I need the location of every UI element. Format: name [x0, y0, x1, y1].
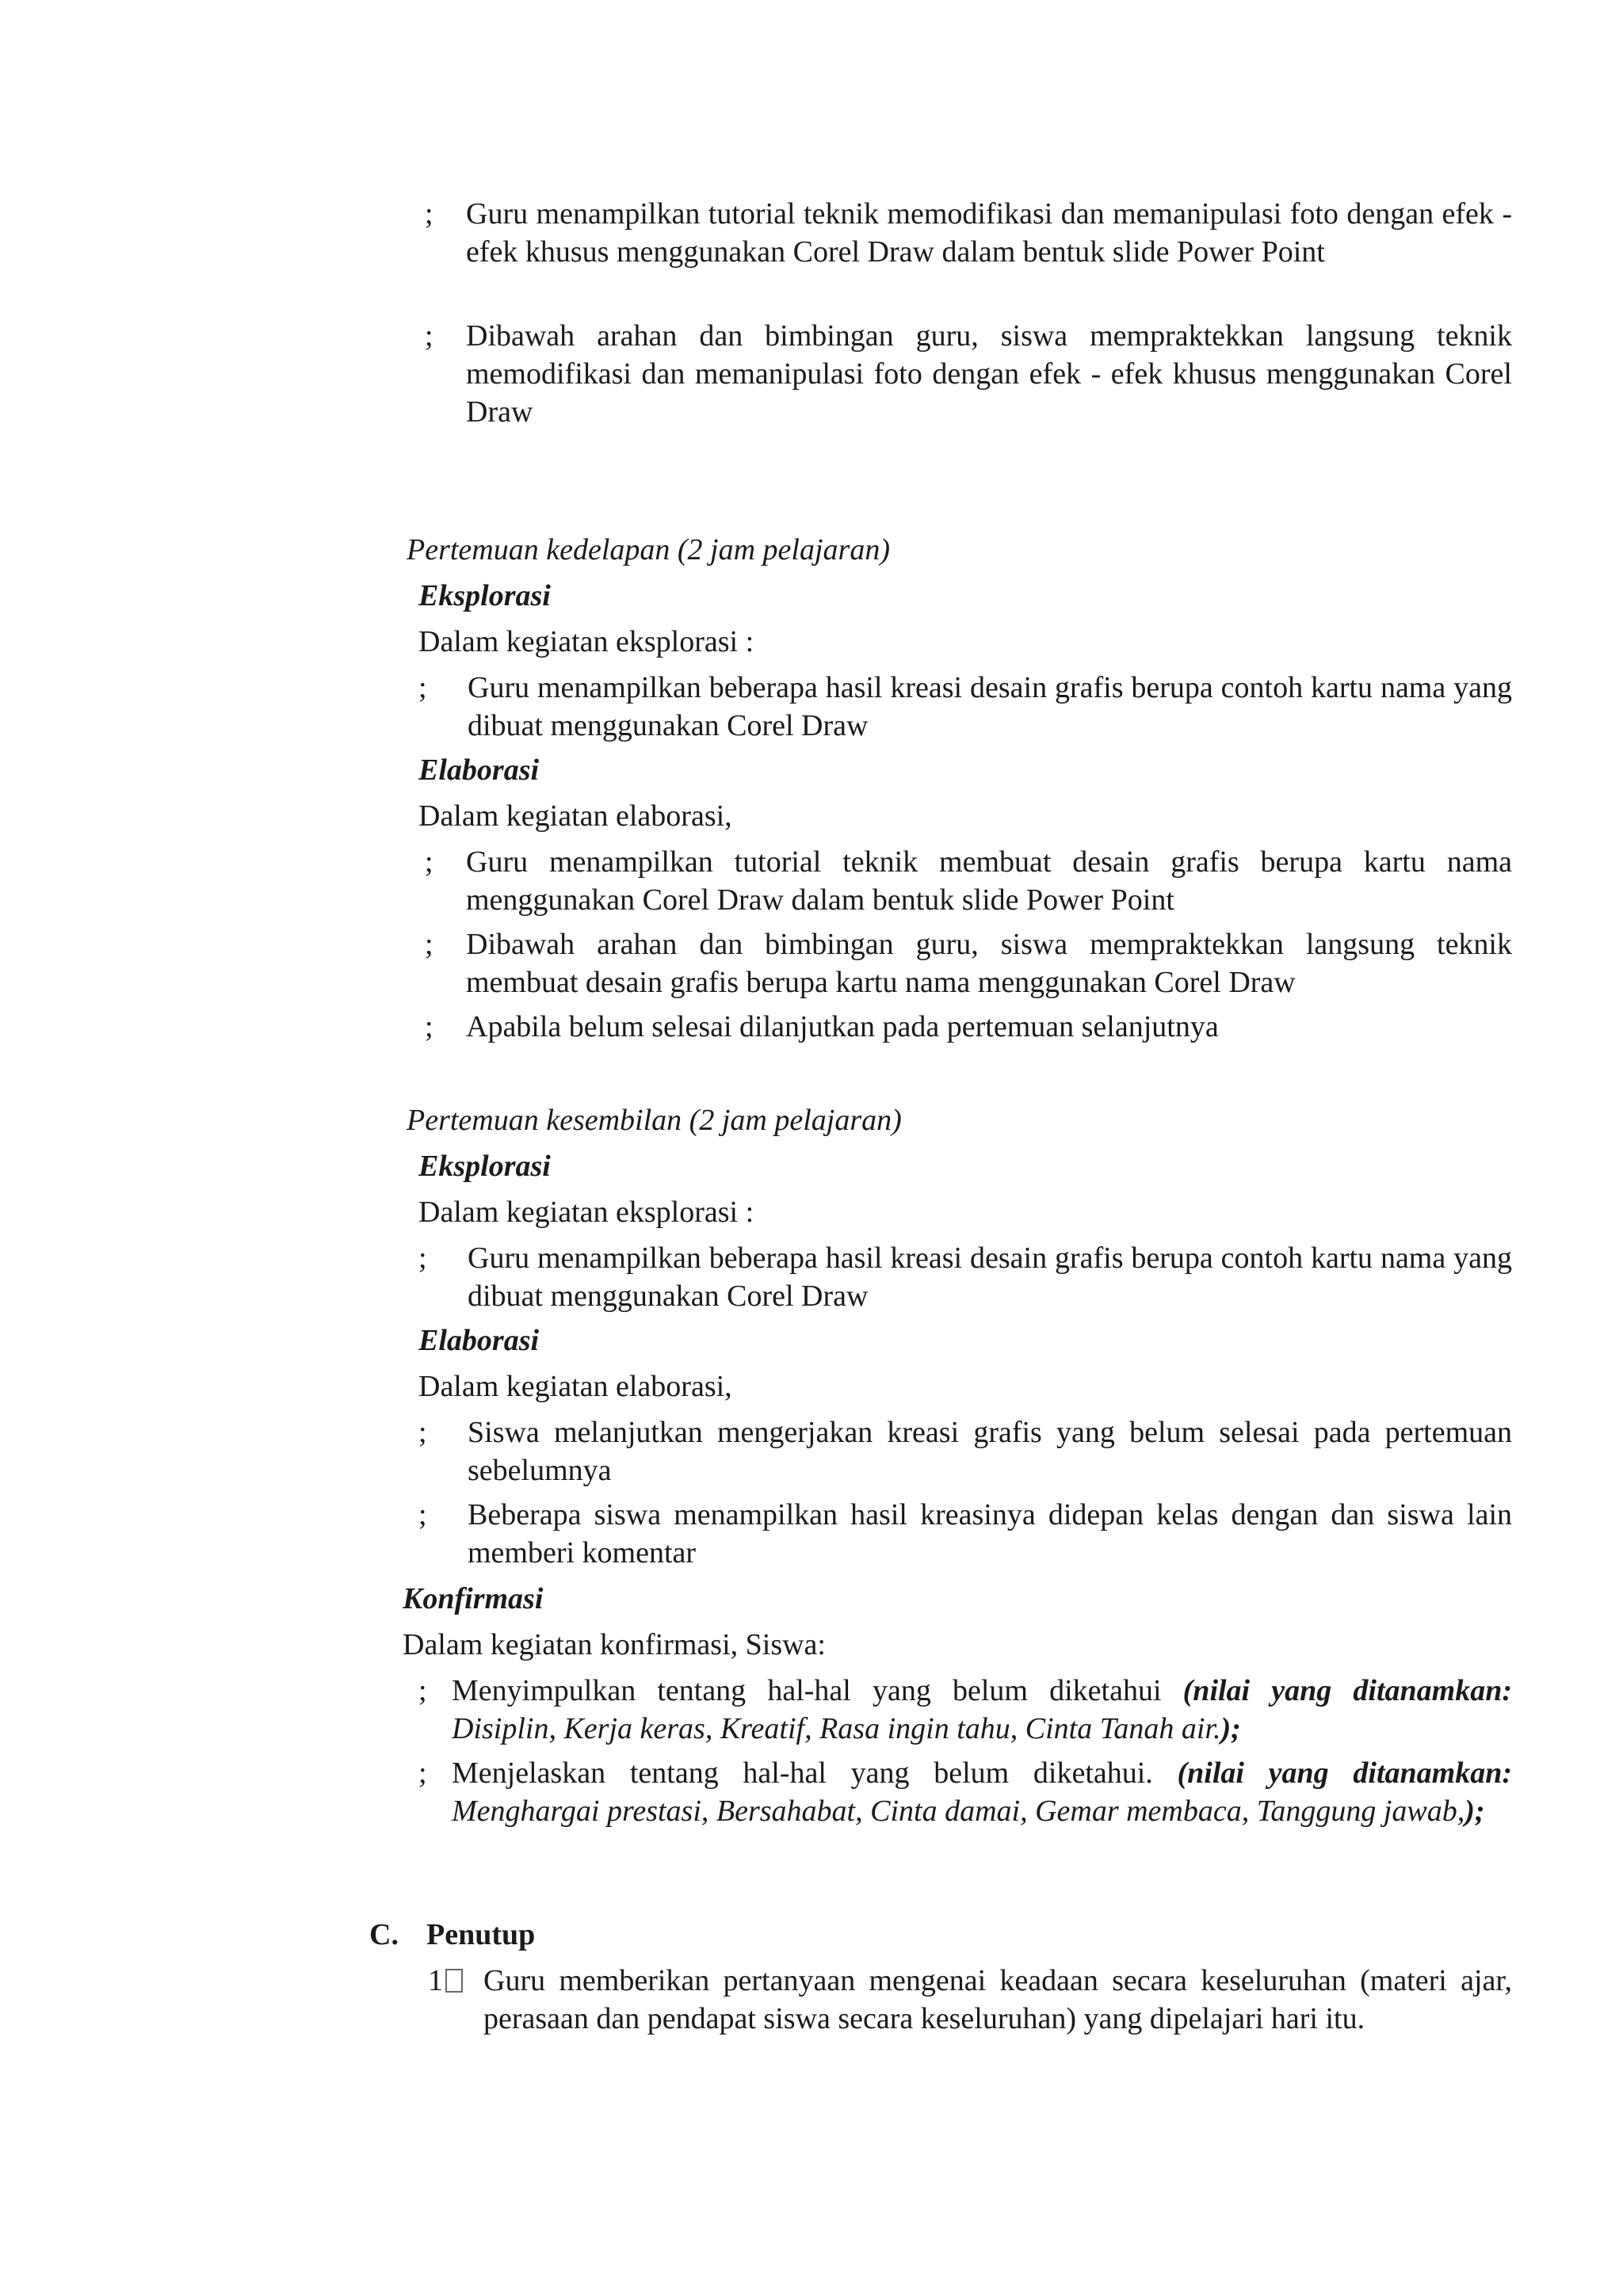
- confirmation-intro: Dalam kegiatan konfirmasi, Siswa:: [403, 1628, 826, 1661]
- list-item: Guru menampilkan beberapa hasil kreasi desain grafis berupa contoh kartu nama yang dibuat menggunakan Corel Draw: [468, 1241, 1512, 1313]
- list-item: Guru menampilkan tutorial teknik memodifikasi dan memanipulasi foto dengan efek - efek khusus menggunakan Corel Draw dalam bentuk slide Power Point: [466, 197, 1512, 269]
- values-list: Menghargai prestasi, Bersahabat, Cinta damai, Gemar membaca, Tanggung jawab,: [452, 1794, 1465, 1828]
- bullet-marker: ;: [425, 197, 433, 231]
- confirmation-text: Menjelaskan tentang hal-hal yang belum diketahui.: [452, 1756, 1178, 1790]
- bullet-marker: ;: [418, 671, 427, 704]
- elaboration-heading: Elaborasi: [418, 753, 540, 787]
- list-item: Dibawah arahan dan bimbingan guru, siswa mempraktekkan langsung teknik memodifikasi dan memanipulasi foto dengan efek - efek khusus menggunakan Corel Draw: [466, 319, 1512, 429]
- bullet-marker: ;: [425, 845, 433, 879]
- section-letter: C.: [369, 1918, 399, 1951]
- bullet-marker: ;: [425, 928, 433, 961]
- bullet-marker: ;: [425, 319, 433, 353]
- elaboration-heading: Elaborasi: [418, 1324, 540, 1357]
- elaboration-intro: Dalam kegiatan elaborasi,: [418, 799, 732, 833]
- item-number: 1: [428, 1964, 443, 1997]
- confirmation-heading: Konfirmasi: [403, 1582, 544, 1615]
- list-item: Guru menampilkan tutorial teknik membuat desain grafis berupa kartu nama menggunakan Corel Draw dalam bentuk slide Power Point: [466, 845, 1512, 917]
- bullet-marker: ;: [418, 1674, 427, 1707]
- list-item: Beberapa siswa menampilkan hasil kreasinya didepan kelas dengan dan siswa lain memberi komentar: [468, 1498, 1512, 1569]
- list-item: Siswa melanjutkan mengerjakan kreasi grafis yang belum selesai pada pertemuan sebelumnya: [468, 1416, 1512, 1487]
- values-label: (nilai yang ditanamkan:: [1182, 1674, 1512, 1707]
- exploration-intro: Dalam kegiatan eksplorasi :: [418, 625, 754, 658]
- list-item: [452, 1754, 1512, 1830]
- list-item: Dibawah arahan dan bimbingan guru, siswa mempraktekkan langsung teknik membuat desain grafis berupa kartu nama menggunakan Corel Draw: [466, 928, 1512, 999]
- bullet-marker: ;: [418, 1241, 427, 1275]
- exploration-heading: Eksplorasi: [418, 1150, 551, 1183]
- list-item: [452, 1672, 1512, 1748]
- values-close: );: [1465, 1794, 1485, 1828]
- values-list: Disiplin, Kerja keras, Kreatif, Rasa ingin tahu, Cinta Tanah air.: [452, 1712, 1221, 1745]
- exploration-intro: Dalam kegiatan eksplorasi :: [418, 1196, 754, 1229]
- bullet-marker: ;: [418, 1416, 427, 1449]
- meeting-title: Pertemuan kesembilan (2 jam pelajaran): [407, 1104, 902, 1137]
- list-item: Apabila belum selesai dilanjutkan pada pertemuan selanjutnya: [466, 1010, 1219, 1043]
- section-heading: Penutup: [426, 1918, 536, 1951]
- elaboration-intro: Dalam kegiatan elaborasi,: [418, 1370, 732, 1403]
- bullet-marker: ;: [425, 1010, 433, 1043]
- meeting-title: Pertemuan kedelapan (2 jam pelajaran): [407, 533, 890, 566]
- numbered-marker: [428, 1962, 463, 2000]
- list-item: Guru memberikan pertanyaan mengenai keadaan secara keseluruhan (materi ajar, perasaan dan pendapat siswa secara keseluruhan) yang dipelajari hari itu.: [483, 1964, 1512, 2035]
- bullet-marker: ;: [418, 1756, 427, 1790]
- missing-glyph-icon: [445, 1969, 463, 1993]
- values-label: (nilai yang ditanamkan:: [1177, 1756, 1512, 1790]
- bullet-marker: ;: [418, 1498, 427, 1531]
- values-close: );: [1220, 1712, 1241, 1745]
- list-item: Guru menampilkan beberapa hasil kreasi desain grafis berupa contoh kartu nama yang dibuat menggunakan Corel Draw: [468, 671, 1512, 742]
- exploration-heading: Eksplorasi: [418, 579, 551, 612]
- confirmation-text: Menyimpulkan tentang hal-hal yang belum diketahui: [452, 1674, 1183, 1707]
